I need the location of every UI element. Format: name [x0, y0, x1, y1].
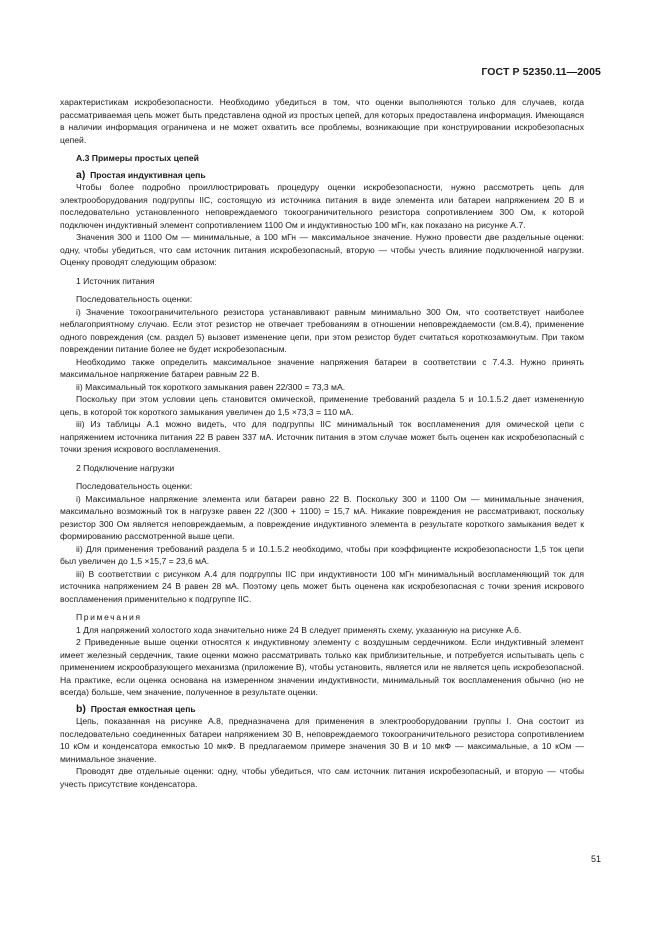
paragraph-b2: Проводят две отдельные оценки: одну, чтобы убедиться, что сам источник питания искробезопасный, и вторую — чтобы учесть присутствие конденсатора.: [60, 766, 584, 789]
page-number: 51: [590, 854, 601, 864]
subsection-letter-b: b): [76, 702, 86, 715]
item-heading-1: 1 Источник питания: [76, 275, 155, 286]
document-id-header: ГОСТ Р 52350.11—2005: [481, 66, 601, 78]
paragraph-1-ii: ii) Максимальный ток короткого замыкания равен 22/300 = 73,3 мА.: [76, 381, 346, 392]
paragraph-1-ii-b: Поскольку при этом условии цепь становится омической, применение требований раздела 5 и 10.1.5.2 дает измененную цепь, в которой ток короткого замыкания увеличен до 1,5 ×73,3 = 110 мА.: [60, 394, 584, 417]
intro-paragraph: характеристикам искробезопасности. Необходимо убедиться в том, что оценки выполняются только для случаев, когда рассматриваемая цепь может быть представлена одной из простых цепей, для которых предоставлена информация. Имеющаяся в наличии информация ограничена и не может охватить все проблемы, возникающие при конструировании искробезопасных цепей.: [60, 97, 584, 145]
subsection-letter-a: a): [76, 168, 86, 181]
subsection-heading-a: [60, 169, 584, 182]
paragraph-2-iii: iii) В соответствии с рисунком А.4 для подгруппы IIC при индуктивности 100 мГн минимальный воспламеняющий ток для источника напряжением 24 В равен 28 мА. Поэтому цепь может быть оценена как искробезопасная с точки зрения искрового воспламенения применительно к подгруппе IIC.: [60, 568, 584, 604]
paragraph-2-ii: ii) Для применения требований раздела 5 и 10.1.5.2 необходимо, чтобы при коэффициенте искробезопасности 1,5 ток цепи был увеличен до 1,5 ×15,7 = 23,6 мА.: [60, 543, 584, 566]
note-1: 1 Для напряжений холостого хода значительно ниже 24 В следует применять схему, указанную на рисунке А.6.: [76, 624, 522, 635]
paragraph-a1: Чтобы более подробно проиллюстрировать процедуру оценки искробезопасности, нужно рассмотреть цепь для электрооборудования подгруппы IIC, состоящую из источника питания в виде элемента или батареи напряжением 20 В и последовательно установленного неповреждаемого токоограничительного резистора сопротивлением 300 Ом, к которой подключен индуктивный элемент сопротивлением 1100 Ом и индуктивностью 100 мГн, как показано на рисунке А.7.: [60, 182, 584, 230]
paragraph-1-iii: iii) Из таблицы А.1 можно видеть, что для подгруппы IIC минимальный ток воспламенения для омической цепи с напряжением источника питания 22 В равен 337 мА. Источник питания в этом случае может быть оценен как искробезопасный с точки зрения искрового воспламенения.: [60, 419, 584, 454]
subsection-heading-b: [60, 703, 584, 716]
paragraph-b1: Цепь, показанная на рисунке А.8, предназначена для применения в электрооборудовании группы I. Она состоит из последовательно соединенных батареи напряжением 30 В, неповреждаемого токоограничительного резистора сопротивлением 10 кОм и конденсатора емкостью 10 мкФ. В предлагаемом примере значения 30 В и 10 мкФ — максимальные, а 10 кОм — минимальное значение.: [60, 716, 584, 764]
page-content: [60, 96, 584, 790]
notes-heading: Примечания: [76, 612, 142, 622]
paragraph-a2: Значения 300 и 1100 Ом — минимальные, а 100 мГн — максимальное значение. Нужно провести две раздельные оценки: одну, чтобы убедиться, что сам источник питания искробезопасный, вторую — чтобы учесть влияние подключенной нагрузки. Оценку проводят следующим образом:: [60, 232, 584, 267]
section-heading-a3: А.3 Примеры простых цепей: [76, 153, 199, 163]
paragraph-2-i: i) Максимальное напряжение элемента или батареи равно 22 В. Поскольку 300 и 1100 Ом — минимальные значения, максимально возможный ток в нагрузке равен 22 /(300 + 1100) = 15,7 мА. Никакие повреждения не рассматривают, поскольку резистор 300 Ом является неповреждаемым, а повреждение индуктивного элемента в результате короткого замыкания ведет к формированию рассмотренной выше цепи.: [60, 493, 584, 541]
item-heading-2: 2 Подключение нагрузки: [76, 462, 175, 473]
subsection-title-b: Простая емкостная цепь: [90, 703, 196, 714]
paragraph-1-i: i) Значение токоограничительного резистора устанавливают равным минимально 300 Ом, что соответствует наиболее неблагоприятному случаю. Если этот резистор не отвечает требованиям в отношении неповреждаемости (см.8.4), применение одного повреждения (см. раздел 5) вызовет изменение цепи, при этом резистор будет считаться короткозамкнутым. При таком повреждении питание более не будет искробезопасным.: [60, 306, 584, 354]
paragraph-1-i-b: Необходимо также определить максимальное значение напряжения батареи в соответствии с 7.4.3. Нужно принять максимальное напряжение батареи равным 22 В.: [60, 356, 584, 379]
sequence-label-2: Последовательность оценки:: [76, 481, 193, 491]
note-2: 2 Приведенные выше оценки относятся к индуктивному элементу с воздушным сердечником. Если индуктивный элемент имеет железный сердечник, такие оценки можно рассматривать только как приблизительные, и потребуется испытывать цепь с применением искрообразующего механизма (приложение В), чтобы установить, является или не является цепь искробезопасной. На практике, если оценка основана на измеренном значении индуктивности, минимальный ток воспламенения обычно (но не всегда) больше, чем значение, полученное в результате оценки.: [60, 637, 584, 697]
subsection-title-a: Простая индуктивная цепь: [90, 169, 206, 180]
sequence-label-1: Последовательность оценки:: [76, 294, 193, 304]
